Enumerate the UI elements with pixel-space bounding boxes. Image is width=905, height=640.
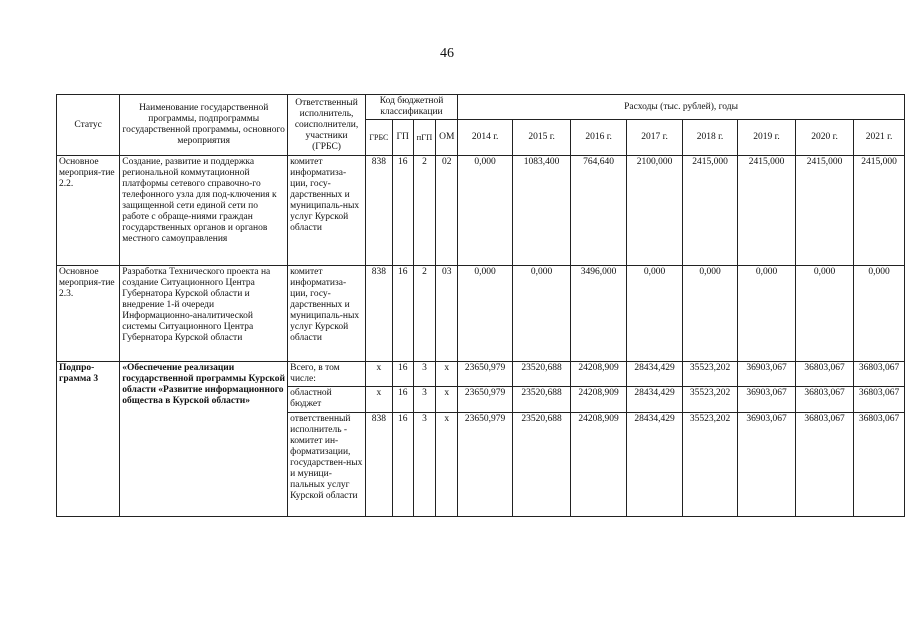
row-executor: областной бюджет [288,387,366,413]
cell-grbs: 838 [365,266,392,362]
row-executor: комитет информатиза-ции, госу-дарственных и муниципаль-ных услуг Курской области [288,266,366,362]
cell-value: 28434,429 [627,387,683,413]
cell-value: 36803,067 [796,362,854,387]
cell-gp: 16 [392,156,413,266]
cell-value: 23520,688 [513,413,571,517]
cell-value: 36803,067 [854,387,905,413]
cell-value: 0,000 [738,266,796,362]
cell-gp: 16 [392,266,413,362]
header-year: 2018 г. [683,120,738,156]
cell-value: 0,000 [854,266,905,362]
header-executor: Ответственный исполнитель, соисполнители, участники (ГРБС) [288,95,366,156]
cell-value: 2415,000 [738,156,796,266]
cell-value: 0,000 [458,156,513,266]
cell-grbs: x [365,362,392,387]
cell-value: 24208,909 [571,413,627,517]
subprogram-status: Подпро-грамма 3 [57,362,120,517]
cell-value: 36903,067 [738,362,796,387]
cell-value: 36803,067 [796,387,854,413]
cell-value: 24208,909 [571,387,627,413]
cell-pgp: 2 [413,266,436,362]
cell-pgp: 3 [413,413,436,517]
cell-value: 2415,000 [796,156,854,266]
cell-grbs: x [365,387,392,413]
cell-value: 0,000 [796,266,854,362]
cell-value: 28434,429 [627,413,683,517]
cell-value: 35523,202 [683,362,738,387]
cell-value: 36803,067 [854,413,905,517]
header-year: 2019 г. [738,120,796,156]
header-grbs: ГРБС [365,120,392,156]
cell-grbs: 838 [365,156,392,266]
cell-value: 28434,429 [627,362,683,387]
cell-grbs: 838 [365,413,392,517]
header-om: ОМ [436,120,458,156]
cell-value: 23520,688 [513,387,571,413]
cell-value: 23650,979 [458,362,513,387]
cell-value: 2100,000 [627,156,683,266]
cell-value: 23650,979 [458,387,513,413]
cell-om: x [436,362,458,387]
cell-value: 36903,067 [738,387,796,413]
cell-om: x [436,387,458,413]
cell-value: 36803,067 [854,362,905,387]
header-expenses: Расходы (тыс. рублей), годы [458,95,905,120]
cell-value: 764,640 [571,156,627,266]
header-year: 2020 г. [796,120,854,156]
header-year: 2017 г. [627,120,683,156]
header-year: 2021 г. [854,120,905,156]
cell-value: 36803,067 [796,413,854,517]
row-name: Создание, развитие и поддержка региональной коммутационной платформы сетевого справочно-го телефонного узла для под-ключения к защищенной сети единой сети по работе с обраще-ниями граждан государственных органов и органов местного самоуправления [120,156,288,266]
cell-gp: 16 [392,362,413,387]
cell-pgp: 2 [413,156,436,266]
cell-om: x [436,413,458,517]
budget-table [56,94,905,517]
cell-value: 35523,202 [683,387,738,413]
cell-value: 0,000 [627,266,683,362]
cell-value: 36903,067 [738,413,796,517]
header-name: Наименование государственной программы, подпрограммы государственной программы, основного мероприятия [120,95,288,156]
cell-om: 02 [436,156,458,266]
row-executor: ответственный исполнитель - комитет ин-форматизации, государствен-ных и муници-пальных услуг Курской области [288,413,366,517]
table-row [57,362,905,387]
header-budget-code: Код бюджетной классификации [365,95,457,120]
header-year: 2015 г. [513,120,571,156]
row-executor: Всего, в том числе: [288,362,366,387]
row-name: Разработка Технического проекта на создание Ситуационного Центра Губернатора Курской области и внедрение 1-й очереди Информационно-аналитической системы Ситуационного Центра Губернатора Курской области [120,266,288,362]
cell-value: 3496,000 [571,266,627,362]
cell-gp: 16 [392,387,413,413]
table-row [57,156,905,266]
header-pgp: пГП [413,120,436,156]
subprogram-name: «Обеспечение реализации государственной программы Курской области «Развитие информационного общества в Курской области» [120,362,288,517]
header-year: 2014 г. [458,120,513,156]
cell-value: 24208,909 [571,362,627,387]
cell-pgp: 3 [413,362,436,387]
cell-value: 0,000 [683,266,738,362]
cell-value: 0,000 [513,266,571,362]
header-gp: ГП [392,120,413,156]
cell-om: 03 [436,266,458,362]
row-executor: комитет информатиза-ции, госу-дарственных и муниципаль-ных услуг Курской области [288,156,366,266]
header-status: Статус [57,95,120,156]
cell-value: 23520,688 [513,362,571,387]
cell-value: 23650,979 [458,413,513,517]
page-number: 46 [440,46,454,61]
cell-pgp: 3 [413,387,436,413]
cell-value: 2415,000 [854,156,905,266]
table-row [57,266,905,362]
header-year: 2016 г. [571,120,627,156]
cell-gp: 16 [392,413,413,517]
cell-value: 35523,202 [683,413,738,517]
cell-value: 2415,000 [683,156,738,266]
row-status: Основное мероприя-тие 2.3. [57,266,120,362]
cell-value: 1083,400 [513,156,571,266]
row-status: Основное мероприя-тие 2.2. [57,156,120,266]
cell-value: 0,000 [458,266,513,362]
